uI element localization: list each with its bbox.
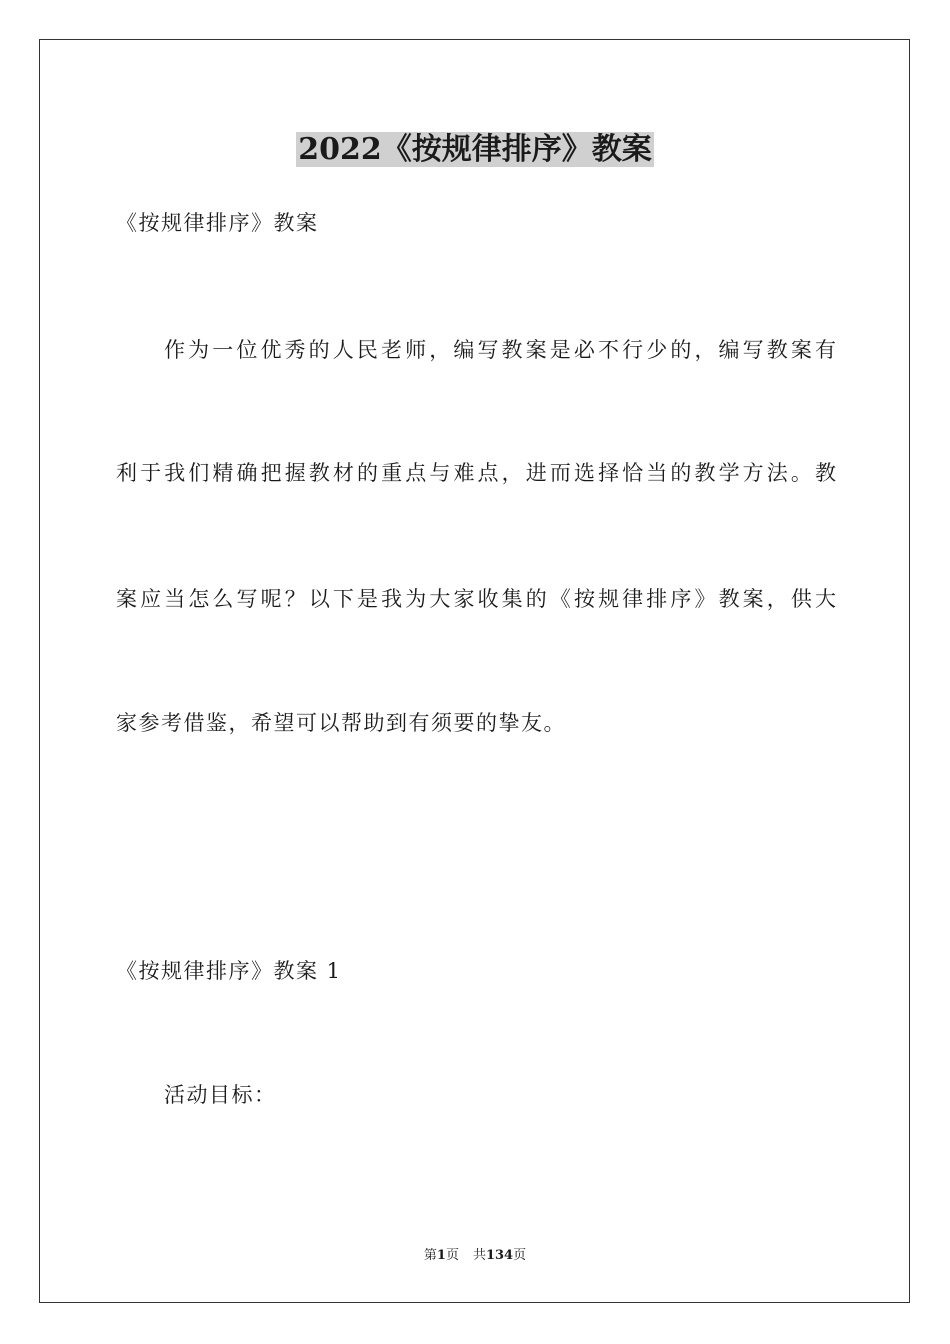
page-footer: [0, 1246, 950, 1266]
paragraph-line: 利于我们精确把握教材的重点与难点，进而选择恰当的教学方法。教: [116, 461, 836, 485]
paragraph-line: 家参考借鉴，希望可以帮助到有须要的挚友。: [116, 711, 566, 735]
document-title: [0, 128, 950, 172]
paragraph-line: 作为一位优秀的人民老师，编写教案是必不行少的，编写教案有: [164, 338, 836, 362]
footer-page-number: 1: [436, 1248, 446, 1263]
footer-total-prefix: 共: [472, 1248, 486, 1263]
activity-label: 活动目标：: [164, 1083, 277, 1107]
footer-total-pages: 134: [485, 1248, 514, 1263]
footer-page-prefix: 第: [423, 1248, 437, 1263]
footer-page-suffix: 页: [445, 1248, 459, 1263]
paragraph-line: 案应当怎么写呢？以下是我为大家收集的《按规律排序》教案，供大: [116, 587, 836, 611]
section-heading: 《按规律排序》教案 1: [116, 959, 342, 983]
document-subtitle: 《按规律排序》教案: [116, 211, 319, 235]
footer-total-suffix: 页: [513, 1248, 527, 1263]
document-title-text: 2022《按规律排序》教案: [298, 132, 652, 167]
